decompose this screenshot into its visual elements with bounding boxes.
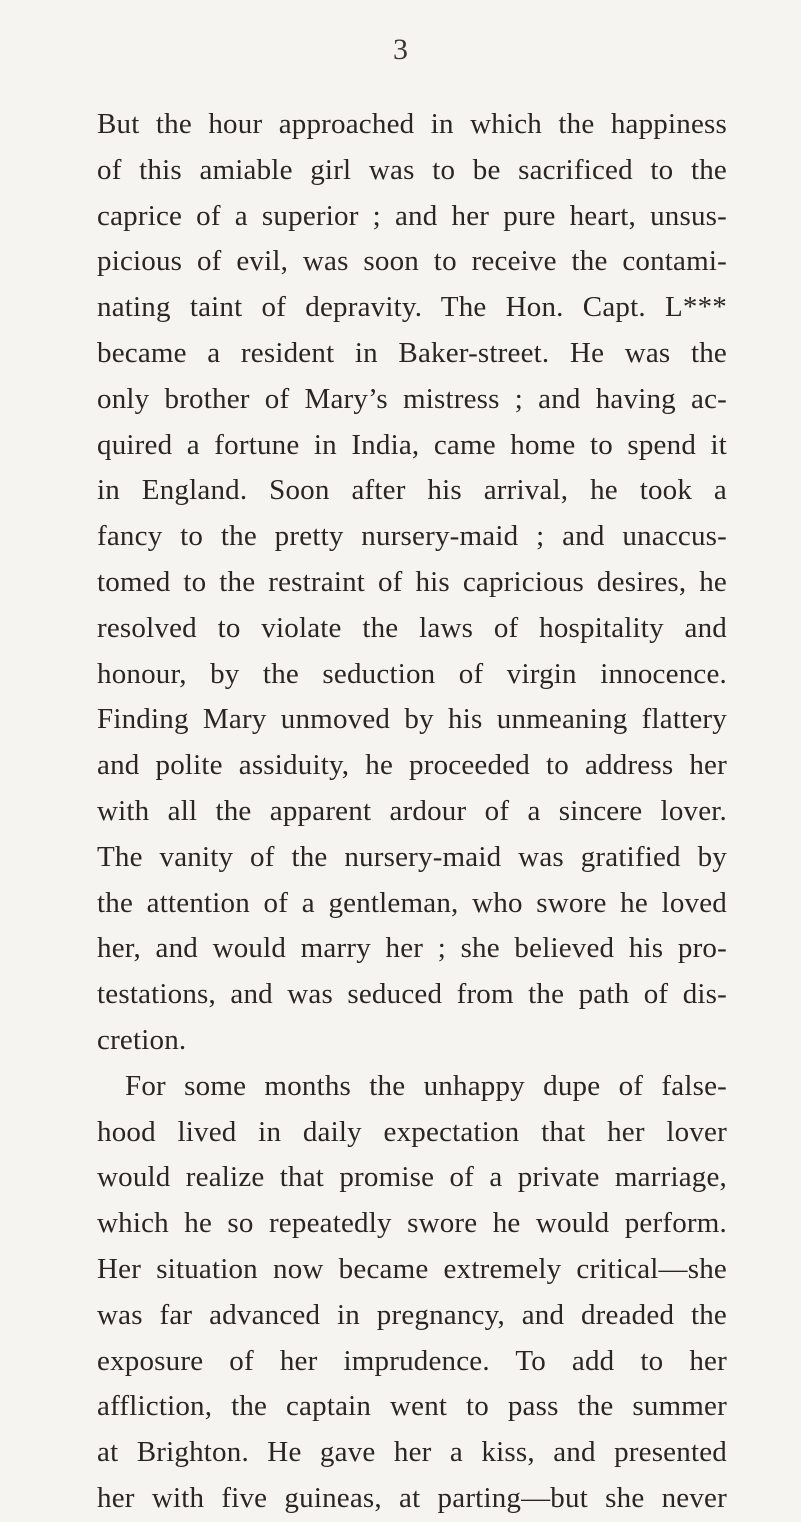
text-line: Her situation now became extremely critical—she bbox=[97, 1252, 727, 1285]
text-line: of this amiable girl was to be sacrificed to the bbox=[97, 153, 727, 186]
text-line: testations, and was seduced from the path of dis- bbox=[97, 978, 727, 1011]
text-line: tomed to the restraint of his capricious desires, he bbox=[97, 565, 727, 598]
text-line: her with five guineas, at parting—but she never bbox=[97, 1481, 727, 1514]
text-line: cretion. bbox=[97, 1023, 187, 1056]
text-line: Finding Mary unmoved by his unmeaning flattery bbox=[97, 703, 727, 736]
text-line: exposure of her imprudence. To add to her bbox=[97, 1344, 727, 1377]
text-line: was far advanced in pregnancy, and dreaded the bbox=[97, 1298, 727, 1331]
text-line: became a resident in Baker-street. He was the bbox=[97, 336, 727, 369]
text-line: resolved to violate the laws of hospitality and bbox=[97, 611, 727, 644]
text-line: her, and would marry her ; she believed his pro- bbox=[97, 932, 727, 965]
text-line: honour, by the seduction of virgin innocence. bbox=[97, 657, 727, 690]
text-line: the attention of a gentleman, who swore he loved bbox=[97, 886, 727, 919]
text-line: affliction, the captain went to pass the summer bbox=[97, 1390, 727, 1423]
text-line: caprice of a superior ; and her pure heart, unsus- bbox=[97, 199, 727, 232]
text-line: would realize that promise of a private marriage, bbox=[97, 1161, 727, 1194]
text-line: in England. Soon after his arrival, he took a bbox=[97, 474, 727, 507]
text-line: at Brighton. He gave her a kiss, and presented bbox=[97, 1436, 727, 1469]
body-text bbox=[97, 102, 727, 1522]
text-line: quired a fortune in India, came home to spend it bbox=[97, 428, 727, 461]
text-line: and polite assiduity, he proceeded to address her bbox=[97, 749, 727, 782]
text-line: fancy to the pretty nursery-maid ; and unaccus- bbox=[97, 520, 727, 553]
text-line: hood lived in daily expectation that her lover bbox=[97, 1115, 727, 1148]
text-line: nating taint of depravity. The Hon. Capt. L*** bbox=[97, 291, 727, 324]
text-line: with all the apparent ardour of a sincere lover. bbox=[97, 794, 727, 827]
text-line: But the hour approached in which the happiness bbox=[97, 108, 727, 140]
text-line: which he so repeatedly swore he would perform. bbox=[97, 1207, 727, 1240]
text-line: For some months the unhappy dupe of false- bbox=[125, 1069, 727, 1102]
page-number: 3 bbox=[393, 33, 408, 66]
text-line: picious of evil, was soon to receive the contami- bbox=[97, 245, 727, 278]
text-line: only brother of Mary’s mistress ; and having ac- bbox=[97, 382, 727, 415]
text-line: The vanity of the nursery-maid was gratified by bbox=[97, 840, 727, 873]
